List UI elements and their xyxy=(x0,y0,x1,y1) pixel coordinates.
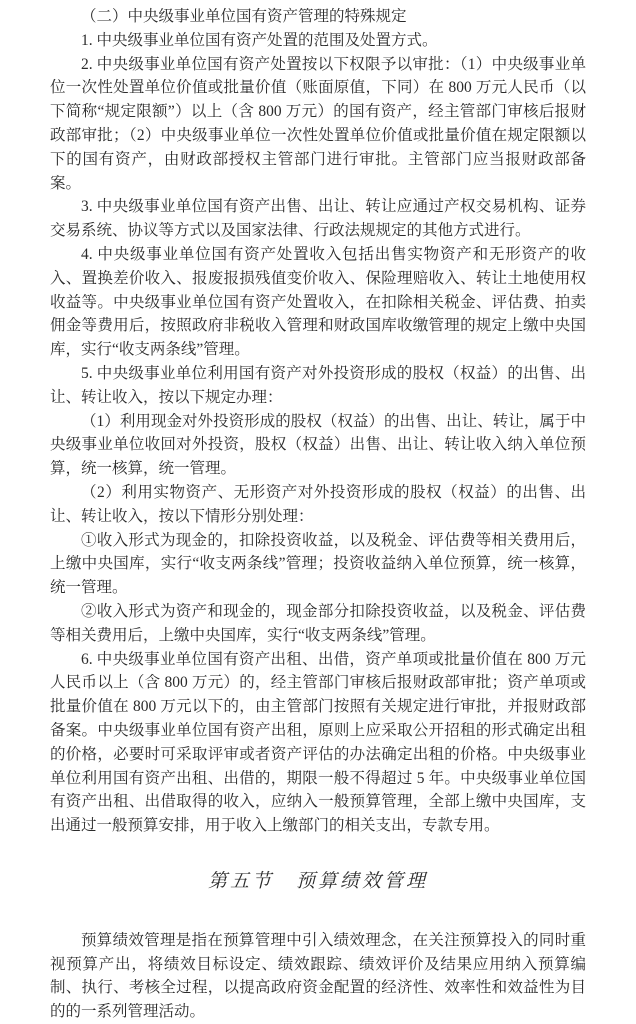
paragraph: ①收入形式为现金的，扣除投资收益，以及税金、评估费等相关费用后，上缴中央国库，实行“收支两条线”管理；投资收益纳入单位预算，统一核算，统一管理。 xyxy=(50,531,586,597)
paragraph: 6. 中央级事业单位国有资产出租、出借，资产单项或批量价值在 800 万元人民币以上（含 800 万元）的，经主管部门审核后报财政部审批；资产单项或批量价值在 800 万元以下的，由主管部门按照有关规定进行审批，并报财政部备案。中央级事业单位国有资产出租，原则上应采取公开招租的形式确定出租的价格，必要时可采取评审或者资产评估的办法确定出租的价格。中央级事业单位利用国有资产出租、出借的，期限一般不得超过 5 年。中央级事业单位国有资产出租、出借取得的收入，应纳入一般预算管理，全部上缴中央国库，支出通过一般预算安排，用于收入上缴部门的相关支出，专款专用。 xyxy=(50,650,586,835)
section-heading: 第五节 预算绩效管理 xyxy=(207,870,428,892)
paragraph: 4. 中央级事业单位国有资产处置收入包括出售实物资产和无形资产的收入、置换差价收入、报废报损残值变价收入、保险理赔收入、转让土地使用权收益等。中央级事业单位国有资产处置收入，在扣除相关税金、评估费、拍卖佣金等费用后，按照政府非税收入管理和财政国库收缴管理的规定上缴中央国库，实行“收支两条线”管理。 xyxy=(50,245,586,359)
subsection-heading: （二）中央级事业单位国有资产管理的特殊规定 xyxy=(81,8,407,25)
paragraph: ②收入形式为资产和现金的，现金部分扣除投资收益，以及税金、评估费等相关费用后，上缴中央国库，实行“收支两条线”管理。 xyxy=(50,602,586,644)
closing-paragraph: 预算绩效管理是指在预算管理中引入绩效理念，在关注预算投入的同时重视预算产出，将绩效目标设定、绩效跟踪、绩效评价及结果应用纳入预算编制、执行、考核全过程，以提高政府资金配置的经济性、效率性和效益性为目的的一系列管理活动。 xyxy=(50,931,586,1021)
paragraph: （1）利用现金对外投资形成的股权（权益）的出售、出让、转让，属于中央级事业单位收回对外投资，股权（权益）出售、出让、转让收入纳入单位预算，统一核算，统一管理。 xyxy=(50,412,586,478)
paragraph: 2. 中央级事业单位国有资产处置按以下权限予以审批：（1）中央级事业单位一次性处置单位价值或批量价值（账面原值，下同）在 800 万元人民币（以下简称“规定限额”）以上（含 800 万元）的国有资产，经主管部门审核后报财政部审批；（2）中央级事业单位一次性处置单位价值或批量价值在规定限额以下的国有资产，由财政部授权主管部门进行审批。主管部门应当报财政部备案。 xyxy=(50,55,586,192)
paragraph: 5. 中央级事业单位利用国有资产对外投资形成的股权（权益）的出售、出让、转让收入，按以下规定办理： xyxy=(50,364,586,406)
paragraph: 1. 中央级事业单位国有资产处置的范围及处置方式。 xyxy=(81,31,438,49)
paragraph: 3. 中央级事业单位国有资产出售、出让、转让应通过产权交易机构、证券交易系统、协议等方式以及国家法律、行政法规规定的其他方式进行。 xyxy=(50,198,586,240)
paragraph: （2）利用实物资产、无形资产对外投资形成的股权（权益）的出售、出让、转让收入，按以下情形分别处理： xyxy=(50,483,586,525)
